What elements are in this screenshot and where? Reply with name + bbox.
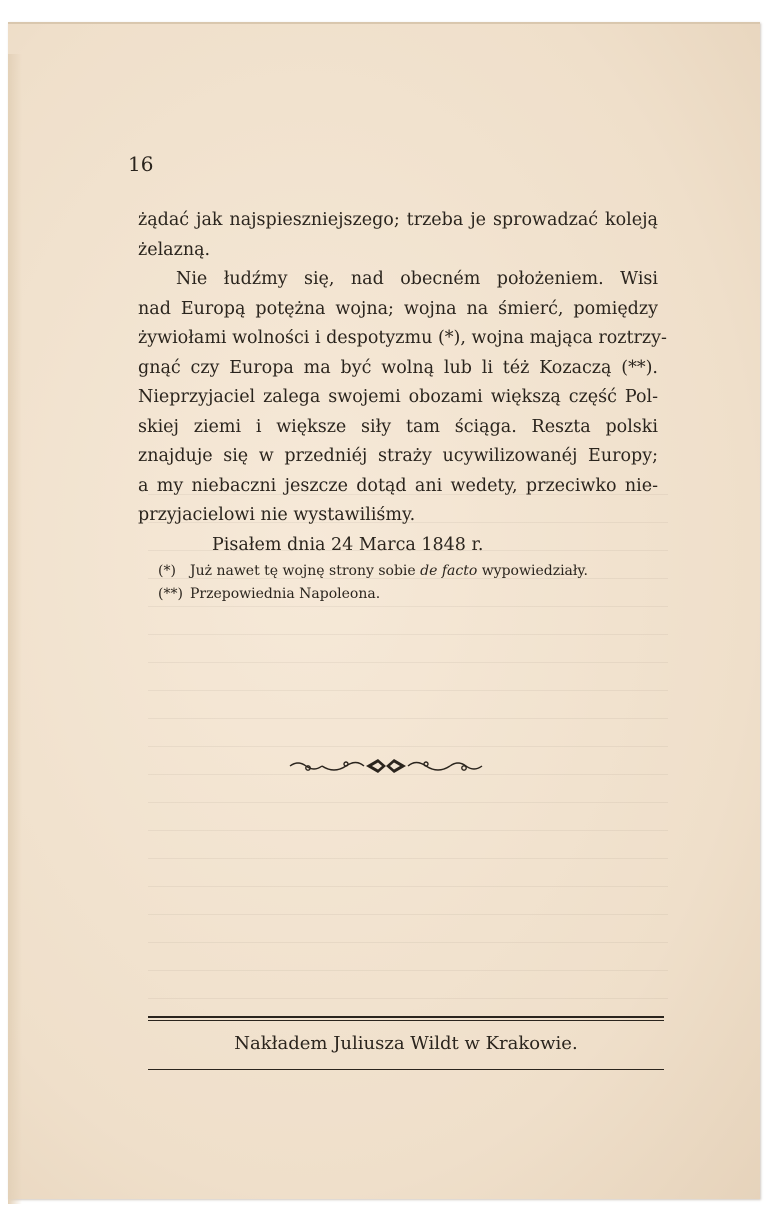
- body-text: [138, 206, 667, 560]
- footnote-text-after: wypowiedziały.: [477, 563, 588, 579]
- publisher-imprint: Nakładem Juliusza Wildt w Krakowie.: [234, 1033, 578, 1054]
- document-page: [8, 22, 760, 1199]
- rule-bottom: [148, 1069, 664, 1070]
- body-line: gnąć czy Europa ma być wolną lub li téż Kozaczą (**).: [138, 357, 658, 378]
- footnote-emphasis: de facto: [420, 563, 478, 579]
- page-edge-shadow: [8, 54, 22, 1204]
- body-line: żądać jak najspieszniejszego; trzeba je sprowadzać koleją: [138, 210, 658, 230]
- body-line: Nieprzyjaciel zalega swojemi obozami większą część Pol-: [138, 387, 658, 407]
- footnote-text: Przepowiednia Napoleona.: [190, 586, 381, 602]
- footnote: [158, 583, 658, 606]
- footnote: [158, 560, 658, 583]
- rule-top: [148, 1016, 664, 1018]
- body-line: przyjacielowi nie wystawiliśmy.: [138, 505, 416, 525]
- decorative-scroll-ornament-icon: [286, 754, 486, 778]
- footnote-mark: (*): [158, 563, 176, 579]
- body-line: nad Europą potężna wojna; wojna na śmierć, pomiędzy: [138, 298, 658, 319]
- page-number: 16: [128, 152, 154, 176]
- body-line: skiej ziemi i większe siły tam ściąga. Reszta polski: [138, 416, 658, 437]
- body-line: Nie łudźmy się, nad obecném położeniem. Wisi: [176, 269, 658, 289]
- footnote-text: Już nawet tę wojnę strony sobie: [190, 563, 421, 579]
- publisher-block: [148, 1016, 664, 1070]
- body-line: znajduje się w przedniéj straży ucywilizowanéj Europy;: [138, 446, 658, 466]
- footnote-mark: (**): [158, 586, 183, 602]
- body-line: a my niebaczni jeszcze dotąd ani wedety, przeciwko nie-: [138, 475, 658, 496]
- body-line: żelazną.: [138, 239, 211, 260]
- date-line: Pisałem dnia 24 Marca 1848 r.: [212, 534, 484, 555]
- footnotes: [158, 560, 658, 606]
- body-line: żywiołami wolności i despotyzmu (*), wojna mająca roztrzy-: [138, 328, 667, 348]
